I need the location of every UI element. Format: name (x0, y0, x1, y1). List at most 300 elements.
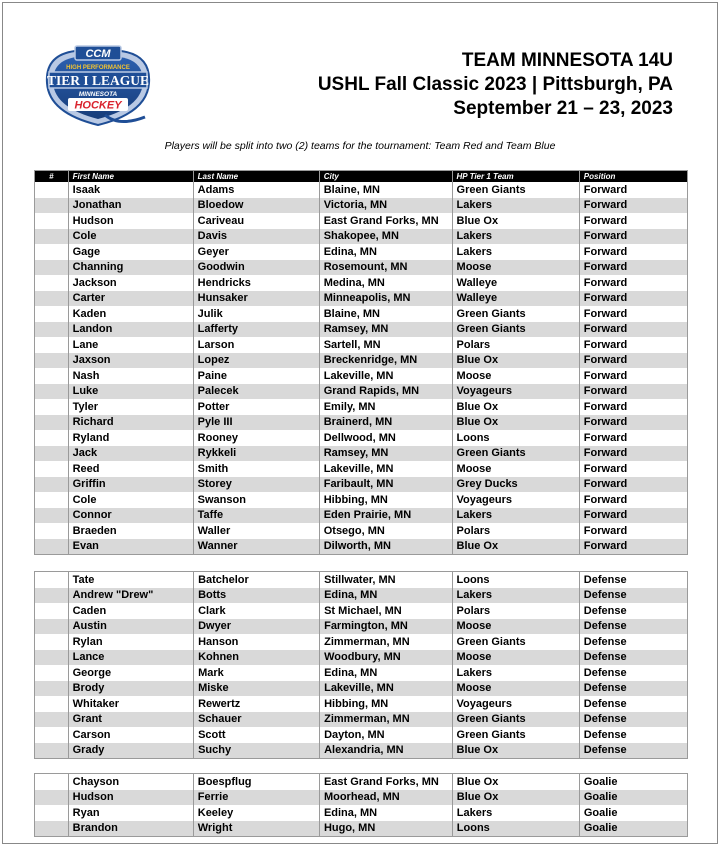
table-row (35, 790, 688, 806)
city-cell: Woodbury, MN (320, 650, 452, 666)
first-name-cell: Grant (68, 712, 193, 728)
table-row (35, 696, 688, 712)
position-cell: Forward (579, 198, 687, 214)
player-number-cell (35, 260, 69, 276)
last-name-cell: Schauer (194, 712, 320, 728)
last-name-cell: Suchy (194, 743, 320, 759)
player-number-cell (35, 213, 69, 229)
first-name-cell: Grady (68, 743, 193, 759)
last-name-cell: Wright (193, 821, 319, 837)
tier-one-league-logo (35, 43, 161, 131)
hp-team-cell: Green Giants (452, 182, 579, 198)
last-name-cell: Pyle III (193, 415, 319, 431)
first-name-cell: Ryan (68, 805, 193, 821)
hp-team-cell: Blue Ox (452, 353, 579, 369)
first-name-cell: Reed (68, 461, 193, 477)
player-number-cell (35, 229, 69, 245)
city-cell: Eden Prairie, MN (319, 508, 452, 524)
hp-team-cell: Walleye (452, 275, 579, 291)
first-name-cell: Braeden (68, 523, 193, 539)
last-name-cell: Larson (193, 337, 319, 353)
player-number-cell (35, 790, 69, 806)
position-cell: Forward (579, 415, 687, 431)
position-cell: Forward (579, 244, 687, 260)
last-name-cell: Bloedow (193, 198, 319, 214)
city-cell: Farmington, MN (320, 619, 452, 635)
position-cell: Defense (579, 681, 687, 697)
last-name-cell: Hendricks (193, 275, 319, 291)
city-cell: Moorhead, MN (319, 790, 452, 806)
position-cell: Forward (579, 353, 687, 369)
hp-team-cell: Blue Ox (452, 743, 579, 759)
first-name-cell: Landon (68, 322, 193, 338)
hp-team-cell: Moose (452, 650, 579, 666)
last-name-cell: Clark (194, 603, 320, 619)
first-name-cell: Griffin (68, 477, 193, 493)
player-number-cell (35, 492, 69, 508)
position-cell: Goalie (579, 821, 687, 837)
table-row (35, 415, 688, 431)
first-name-cell: Lance (68, 650, 193, 666)
first-name-cell: Richard (68, 415, 193, 431)
city-cell: Dellwood, MN (319, 430, 452, 446)
hp-team-cell: Moose (452, 461, 579, 477)
first-name-cell: Ryland (68, 430, 193, 446)
player-number-cell (35, 712, 69, 728)
hp-team-cell: Moose (452, 368, 579, 384)
city-cell: Dilworth, MN (319, 539, 452, 555)
player-number-cell (35, 384, 69, 400)
hp-team-cell: Green Giants (452, 727, 579, 743)
hp-team-cell: Voyageurs (452, 492, 579, 508)
position-cell: Goalie (579, 790, 687, 806)
hp-team-cell: Lakers (452, 198, 579, 214)
table-row (35, 384, 688, 400)
city-cell: Medina, MN (319, 275, 452, 291)
player-number-cell (35, 523, 69, 539)
position-cell: Defense (579, 696, 687, 712)
player-number-cell (35, 244, 69, 260)
city-cell: Breckenridge, MN (319, 353, 452, 369)
col-first-name: First Name (68, 171, 193, 183)
last-name-cell: Mark (194, 665, 320, 681)
last-name-cell: Batchelor (194, 572, 320, 588)
player-number-cell (35, 681, 69, 697)
table-row (35, 182, 688, 198)
position-cell: Defense (579, 650, 687, 666)
player-number-cell (35, 508, 69, 524)
goalie-table (34, 773, 688, 837)
hp-team-cell: Blue Ox (452, 213, 579, 229)
position-cell: Forward (579, 182, 687, 198)
table-row (35, 368, 688, 384)
first-name-cell: Jonathan (68, 198, 193, 214)
svg-text:CCM: CCM (85, 48, 111, 60)
last-name-cell: Cariveau (193, 213, 319, 229)
hp-team-cell: Grey Ducks (452, 477, 579, 493)
city-cell: Edina, MN (319, 244, 452, 260)
player-number-cell (35, 353, 69, 369)
table-row (35, 244, 688, 260)
first-name-cell: Isaak (68, 182, 193, 198)
position-cell: Forward (579, 275, 687, 291)
first-name-cell: Hudson (68, 213, 193, 229)
position-cell: Defense (579, 665, 687, 681)
city-cell: Sartell, MN (319, 337, 452, 353)
city-cell: St Michael, MN (320, 603, 452, 619)
table-row (35, 523, 688, 539)
last-name-cell: Scott (194, 727, 320, 743)
position-cell: Defense (579, 712, 687, 728)
first-name-cell: Jaxson (68, 353, 193, 369)
first-name-cell: Tate (68, 572, 193, 588)
city-cell: Lakeville, MN (319, 461, 452, 477)
table-row (35, 291, 688, 307)
hp-team-cell: Lakers (452, 508, 579, 524)
hp-team-cell: Moose (452, 260, 579, 276)
city-cell: Zimmerman, MN (320, 634, 452, 650)
last-name-cell: Kohnen (194, 650, 320, 666)
first-name-cell: Luke (68, 384, 193, 400)
city-cell: Faribault, MN (319, 477, 452, 493)
hp-team-cell: Voyageurs (452, 696, 579, 712)
event-header (318, 49, 673, 121)
first-name-cell: Kaden (68, 306, 193, 322)
player-number-cell (35, 182, 69, 198)
position-cell: Defense (579, 572, 687, 588)
hp-team-cell: Polars (452, 337, 579, 353)
hp-team-cell: Green Giants (452, 322, 579, 338)
svg-text:MINNESOTA: MINNESOTA (78, 91, 118, 98)
first-name-cell: Cole (68, 229, 193, 245)
city-cell: East Grand Forks, MN (319, 213, 452, 229)
first-name-cell: Andrew "Drew" (68, 588, 193, 604)
table-row (35, 260, 688, 276)
table-row (35, 681, 688, 697)
table-row (35, 774, 688, 790)
player-number-cell (35, 821, 69, 837)
table-row (35, 399, 688, 415)
position-cell: Forward (579, 306, 687, 322)
first-name-cell: Brandon (68, 821, 193, 837)
player-number-cell (35, 634, 69, 650)
city-cell: Zimmerman, MN (320, 712, 452, 728)
city-cell: Shakopee, MN (319, 229, 452, 245)
player-number-cell (35, 696, 69, 712)
last-name-cell: Ferrie (193, 790, 319, 806)
table-row (35, 322, 688, 338)
first-name-cell: Cole (68, 492, 193, 508)
position-cell: Forward (579, 368, 687, 384)
city-cell: Blaine, MN (319, 306, 452, 322)
position-cell: Goalie (579, 805, 687, 821)
position-cell: Forward (579, 384, 687, 400)
team-split-note: Players will be split into two (2) teams for the tournament: Team Red and Team Blue (164, 140, 556, 152)
city-cell: Hibbing, MN (319, 492, 452, 508)
position-cell: Goalie (579, 774, 687, 790)
player-number-cell (35, 650, 69, 666)
city-cell: Hugo, MN (319, 821, 452, 837)
city-cell: Edina, MN (319, 805, 452, 821)
player-number-cell (35, 368, 69, 384)
hp-team-cell: Green Giants (452, 712, 579, 728)
hp-team-cell: Polars (452, 603, 579, 619)
table-row (35, 805, 688, 821)
table-row (35, 539, 688, 555)
hp-team-cell: Blue Ox (452, 399, 579, 415)
player-number-cell (35, 337, 69, 353)
hp-team-cell: Lakers (452, 665, 579, 681)
table-row (35, 588, 688, 604)
last-name-cell: Rooney (193, 430, 319, 446)
table-row (35, 492, 688, 508)
event-name: USHL Fall Classic 2023 | Pittsburgh, PA (317, 74, 673, 95)
table-row (35, 572, 688, 588)
hp-team-cell: Loons (452, 572, 579, 588)
forwards-rows (35, 182, 688, 555)
last-name-cell: Potter (193, 399, 319, 415)
table-row (35, 727, 688, 743)
svg-text:TIER I LEAGUE: TIER I LEAGUE (46, 73, 150, 88)
last-name-cell: Swanson (193, 492, 319, 508)
position-cell: Forward (579, 322, 687, 338)
position-cell: Defense (579, 634, 687, 650)
first-name-cell: Chayson (68, 774, 193, 790)
last-name-cell: Botts (194, 588, 320, 604)
last-name-cell: Adams (193, 182, 319, 198)
table-row (35, 275, 688, 291)
hp-team-cell: Moose (452, 619, 579, 635)
position-cell: Forward (579, 461, 687, 477)
player-number-cell (35, 619, 69, 635)
hp-team-cell: Lakers (452, 805, 579, 821)
position-cell: Forward (579, 508, 687, 524)
first-name-cell: Caden (68, 603, 193, 619)
position-cell: Defense (579, 727, 687, 743)
position-cell: Forward (579, 229, 687, 245)
hp-team-cell: Blue Ox (452, 415, 579, 431)
player-number-cell (35, 430, 69, 446)
player-number-cell (35, 306, 69, 322)
first-name-cell: Lane (68, 337, 193, 353)
first-name-cell: Hudson (68, 790, 193, 806)
player-number-cell (35, 572, 69, 588)
player-number-cell (35, 461, 69, 477)
table-row (35, 603, 688, 619)
svg-text:HIGH PERFORMANCE: HIGH PERFORMANCE (66, 65, 130, 71)
player-number-cell (35, 446, 69, 462)
city-cell: Rosemount, MN (319, 260, 452, 276)
player-number-cell (35, 322, 69, 338)
position-cell: Forward (579, 291, 687, 307)
defense-rows (35, 572, 688, 759)
player-number-cell (35, 415, 69, 431)
table-row (35, 446, 688, 462)
last-name-cell: Hunsaker (193, 291, 319, 307)
table-row (35, 353, 688, 369)
first-name-cell: Carson (68, 727, 193, 743)
last-name-cell: Waller (193, 523, 319, 539)
hp-team-cell: Lakers (452, 244, 579, 260)
last-name-cell: Lopez (193, 353, 319, 369)
hp-team-cell: Green Giants (452, 306, 579, 322)
col-city: City (319, 171, 452, 183)
table-row (35, 477, 688, 493)
hp-team-cell: Voyageurs (452, 384, 579, 400)
col-position: Position (579, 171, 687, 183)
player-number-cell (35, 743, 69, 759)
event-dates: September 21 – 23, 2023 (453, 98, 673, 119)
position-cell: Defense (579, 619, 687, 635)
city-cell: Otsego, MN (319, 523, 452, 539)
hp-team-cell: Loons (452, 821, 579, 837)
hp-team-cell: Loons (452, 430, 579, 446)
city-cell: Stillwater, MN (320, 572, 452, 588)
position-cell: Defense (579, 588, 687, 604)
table-row (35, 821, 688, 837)
table-row (35, 743, 688, 759)
city-cell: East Grand Forks, MN (319, 774, 452, 790)
player-number-cell (35, 588, 69, 604)
player-number-cell (35, 198, 69, 214)
table-row (35, 508, 688, 524)
position-cell: Defense (579, 603, 687, 619)
last-name-cell: Keeley (193, 805, 319, 821)
table-row (35, 430, 688, 446)
city-cell: Alexandria, MN (320, 743, 452, 759)
col-number: # (35, 171, 69, 183)
goalie-rows (35, 774, 688, 837)
hp-team-cell: Blue Ox (452, 539, 579, 555)
position-cell: Forward (579, 477, 687, 493)
last-name-cell: Boespflug (193, 774, 319, 790)
hp-team-cell: Green Giants (452, 446, 579, 462)
player-number-cell (35, 275, 69, 291)
hp-team-cell: Polars (452, 523, 579, 539)
table-row (35, 306, 688, 322)
city-cell: Lakeville, MN (320, 681, 452, 697)
table-row (35, 634, 688, 650)
player-number-cell (35, 727, 69, 743)
hp-team-cell: Lakers (452, 229, 579, 245)
last-name-cell: Rykkeli (193, 446, 319, 462)
team-title: TEAM MINNESOTA 14U (461, 50, 673, 71)
player-number-cell (35, 603, 69, 619)
position-cell: Forward (579, 492, 687, 508)
player-number-cell (35, 539, 69, 555)
position-cell: Forward (579, 539, 687, 555)
player-number-cell (35, 805, 69, 821)
defense-table (34, 571, 688, 759)
city-cell: Blaine, MN (319, 182, 452, 198)
city-cell: Victoria, MN (319, 198, 452, 214)
city-cell: Lakeville, MN (319, 368, 452, 384)
city-cell: Minneapolis, MN (319, 291, 452, 307)
first-name-cell: Evan (68, 539, 193, 555)
table-row (35, 198, 688, 214)
last-name-cell: Taffe (193, 508, 319, 524)
hp-team-cell: Blue Ox (452, 774, 579, 790)
last-name-cell: Paine (193, 368, 319, 384)
city-cell: Hibbing, MN (320, 696, 452, 712)
position-cell: Defense (579, 743, 687, 759)
hp-team-cell: Blue Ox (452, 790, 579, 806)
player-number-cell (35, 291, 69, 307)
first-name-cell: Jackson (68, 275, 193, 291)
svg-text:HOCKEY: HOCKEY (74, 99, 122, 112)
forwards-table (34, 170, 688, 555)
first-name-cell: Nash (68, 368, 193, 384)
first-name-cell: Connor (68, 508, 193, 524)
last-name-cell: Smith (193, 461, 319, 477)
first-name-cell: Brody (68, 681, 193, 697)
roster-header (35, 171, 688, 183)
last-name-cell: Dwyer (194, 619, 320, 635)
table-row (35, 665, 688, 681)
position-cell: Forward (579, 446, 687, 462)
table-row (35, 461, 688, 477)
table-row (35, 650, 688, 666)
last-name-cell: Rewertz (194, 696, 320, 712)
city-cell: Ramsey, MN (319, 446, 452, 462)
table-row (35, 619, 688, 635)
last-name-cell: Goodwin (193, 260, 319, 276)
first-name-cell: Austin (68, 619, 193, 635)
position-cell: Forward (579, 430, 687, 446)
city-cell: Grand Rapids, MN (319, 384, 452, 400)
col-last-name: Last Name (193, 171, 319, 183)
player-number-cell (35, 399, 69, 415)
position-cell: Forward (579, 523, 687, 539)
first-name-cell: George (68, 665, 193, 681)
city-cell: Edina, MN (320, 665, 452, 681)
table-row (35, 229, 688, 245)
position-cell: Forward (579, 260, 687, 276)
last-name-cell: Julik (193, 306, 319, 322)
table-row (35, 213, 688, 229)
roster-page (2, 2, 718, 844)
hp-team-cell: Moose (452, 681, 579, 697)
city-cell: Emily, MN (319, 399, 452, 415)
last-name-cell: Geyer (193, 244, 319, 260)
city-cell: Edina, MN (320, 588, 452, 604)
player-number-cell (35, 665, 69, 681)
position-cell: Forward (579, 337, 687, 353)
player-number-cell (35, 774, 69, 790)
last-name-cell: Lafferty (193, 322, 319, 338)
col-team: HP Tier 1 Team (452, 171, 579, 183)
table-row (35, 337, 688, 353)
first-name-cell: Gage (68, 244, 193, 260)
last-name-cell: Storey (193, 477, 319, 493)
player-number-cell (35, 477, 69, 493)
position-cell: Forward (579, 399, 687, 415)
last-name-cell: Miske (194, 681, 320, 697)
position-cell: Forward (579, 213, 687, 229)
first-name-cell: Tyler (68, 399, 193, 415)
first-name-cell: Rylan (68, 634, 193, 650)
last-name-cell: Wanner (193, 539, 319, 555)
city-cell: Brainerd, MN (319, 415, 452, 431)
city-cell: Dayton, MN (320, 727, 452, 743)
hp-team-cell: Walleye (452, 291, 579, 307)
first-name-cell: Channing (68, 260, 193, 276)
first-name-cell: Jack (68, 446, 193, 462)
table-row (35, 712, 688, 728)
hp-team-cell: Lakers (452, 588, 579, 604)
last-name-cell: Davis (193, 229, 319, 245)
hp-team-cell: Green Giants (452, 634, 579, 650)
